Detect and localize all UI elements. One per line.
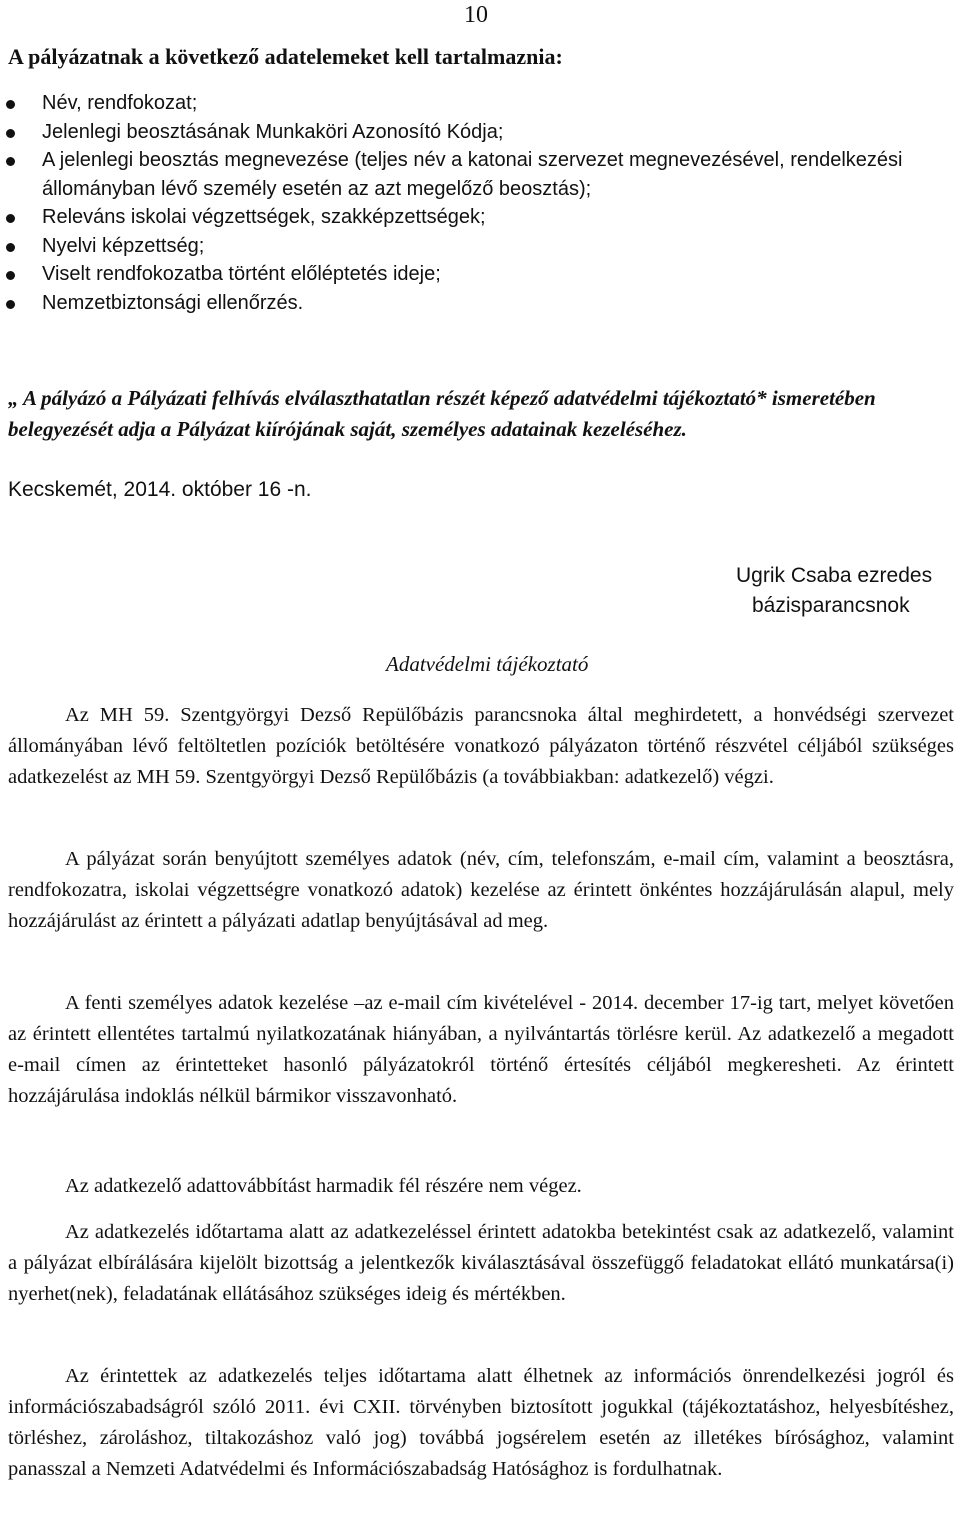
bullet-icon [6, 157, 15, 166]
privacy-paragraph: Az MH 59. Szentgyörgyi Dezső Repülőbázis parancsnoka által meghirdetett, a honvédségi szervezet állományában lévő feltöltetlen pozíciók betöltésére vonatkozó pályázaton történő részvétel céljából szükséges adatkezelést az MH 59. Szentgyörgyi Dezső Repülőbázis (a továbbiakban: adatkezelő) végzi. [8, 704, 954, 788]
list-item [0, 260, 952, 289]
list-item-text: Név, rendfokozat; [42, 92, 198, 114]
bullet-icon [6, 300, 15, 309]
list-item-text: Nyelvi képzettség; [42, 234, 205, 257]
list-item [0, 89, 952, 118]
list-item-text: A jelenlegi beosztás megnevezése (teljes név a katonai szervezet megnevezésével, rendelkezési állományban lévő személy esetén az azt megelőző beosztás); [42, 149, 903, 200]
signer-name: Ugrik Csaba ezredes [736, 564, 933, 587]
privacy-paragraph: Az érintettek az adatkezelés teljes időtartama alatt élhetnek az információs önrendelkezési jogról és információszabadságról szóló 2011. évi CXII. törvényben biztosított jogukkal (tájékoztatáshoz, helyesbítéshez, törléshez, zároláshoz, tiltakozáshoz való jog) továbbá jogsérelem esetén az illetékes bírósághoz, valamint panasszal a Nemzeti Adatvédelmi és Információszabadság Hatósághoz is fordulhatnak. [8, 1365, 954, 1480]
list-item-text: Releváns iskolai végzettségek, szakképzettségek; [42, 206, 486, 228]
privacy-notice-title: Adatvédelmi tájékoztató [386, 652, 589, 676]
bullet-icon [6, 243, 15, 252]
list-item [0, 289, 952, 318]
privacy-paragraph: A pályázat során benyújtott személyes adatok (név, cím, telefonszám, e-mail cím, valamint a beosztásra, rendfokozatra, iskolai végzettségre vonatkozó adatok) kezelése az érintett önkéntes hozzájárulásán alapul, mely hozzájárulást az érintett a pályázati adatlap benyújtásával ad meg. [8, 848, 954, 932]
list-item [0, 232, 952, 261]
requirements-list [0, 89, 952, 317]
bullet-icon [6, 271, 15, 280]
signer-title: bázisparancsnok [752, 594, 910, 617]
privacy-paragraph: Az adatkezelés időtartama alatt az adatkezeléssel érintett adatokba betekintést csak az adatkezelő, valamint a pályázat elbírálására kijelölt bizottság a jelentkezők kiválasztásával összefüggő feladatokat ellátó munkatársa(i) nyerhet(nek), feladatának ellátásához szükséges ideig és mértékben. [8, 1221, 954, 1305]
place-date: Kecskemét, 2014. október 16 -n. [8, 478, 312, 501]
bullet-icon [6, 214, 15, 223]
list-item [0, 146, 952, 203]
privacy-paragraph: A fenti személyes adatok kezelése –az e-mail cím kivételével - 2014. december 17-ig tart, melyet követően az érintett ellentétes tartalmú nyilatkozatának hiányában, a nyilvántartás törlésre kerül. Az adatkezelő a megadott e-mail címen az érintetteket hasonló pályázatokról történő értesítés céljából megkeresheti. Az érintett hozzájárulása indoklás nélkül bármikor visszavonható. [8, 992, 954, 1107]
bullet-icon [6, 100, 15, 109]
bullet-icon [6, 129, 15, 138]
requirements-heading: A pályázatnak a következő adatelemeket kell tartalmaznia: [8, 44, 563, 69]
list-item-text: Nemzetbiztonsági ellenőrzés. [42, 291, 304, 314]
list-item-text: Jelenlegi beosztásának Munkaköri Azonosító Kódja; [42, 120, 504, 143]
privacy-paragraph: Az adatkezelő adattovábbítást harmadik fél részére nem végez. [65, 1175, 582, 1197]
list-item-text: Viselt rendfokozatba történt előléptetés ideje; [42, 263, 441, 285]
page-number: 10 [464, 2, 488, 28]
consent-statement: „ A pályázó a Pályázati felhívás elválaszthatatlan részét képező adatvédelmi tájékoztató* ismeretében belegyezését adja a Pályázat kiírójának saját, személyes adatainak kezeléséhez. [8, 386, 876, 441]
list-item [0, 118, 952, 147]
list-item [0, 203, 952, 232]
